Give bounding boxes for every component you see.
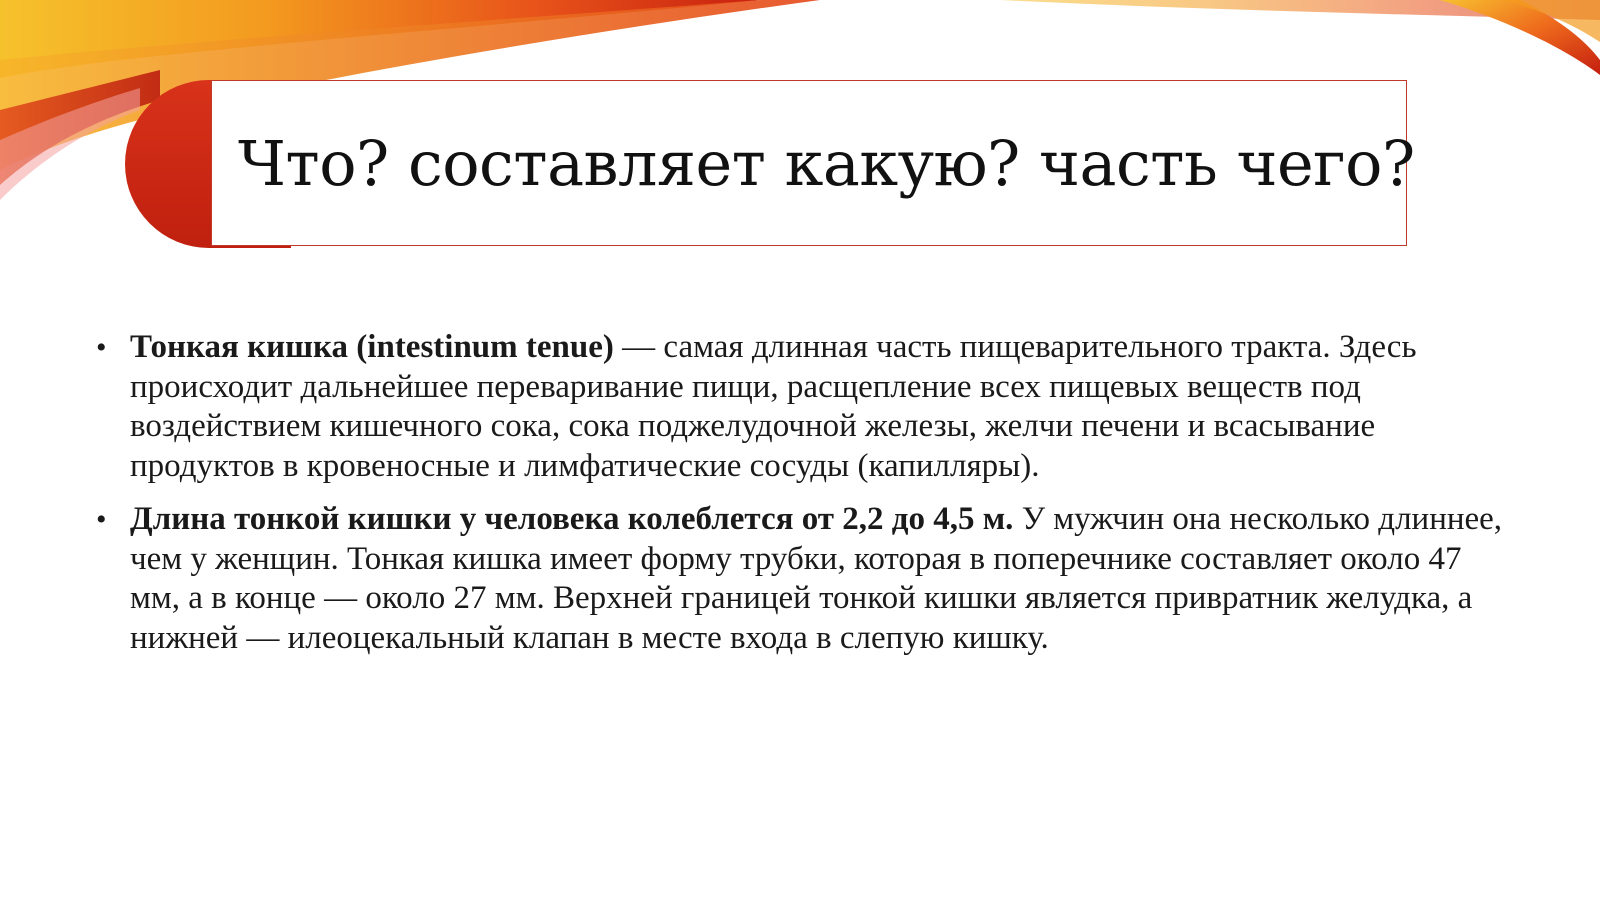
bullet-item xyxy=(96,328,1506,486)
bullet-icon: • xyxy=(96,503,107,536)
slide-title: Что? составляет какую? часть чего? xyxy=(238,126,1415,200)
bullet-text: — самая длинная часть пищеварительного тракта. Здесь происходит дальнейшее переваривание пищи, расщепление всех пищевых веществ под воздействием кишечного сока, сока поджелудочной железы, желчи печени и всасывание продуктов в кровеносные и лимфатические сосуды (капилляры). xyxy=(130,329,1417,484)
bullet-bold-text: Тонкая кишка (intestinum tenue) xyxy=(130,329,614,365)
bullet-icon: • xyxy=(96,331,107,364)
bullet-item xyxy=(96,500,1506,658)
bullet-text: У мужчин она несколько длиннее, чем у женщин. Тонкая кишка имеет форму трубки, которая в поперечнике составляет около 47 мм, а в конце — около 27 мм. Верхней границей тонкой кишки является привратник желудка, а нижней — илеоцекальный клапан в месте входа в слепую кишку. xyxy=(130,501,1503,656)
bullet-bold-text: Длина тонкой кишки у человека колеблется от 2,2 до 4,5 м. xyxy=(130,501,1014,537)
slide-body xyxy=(96,328,1506,672)
title-box xyxy=(211,80,1415,246)
